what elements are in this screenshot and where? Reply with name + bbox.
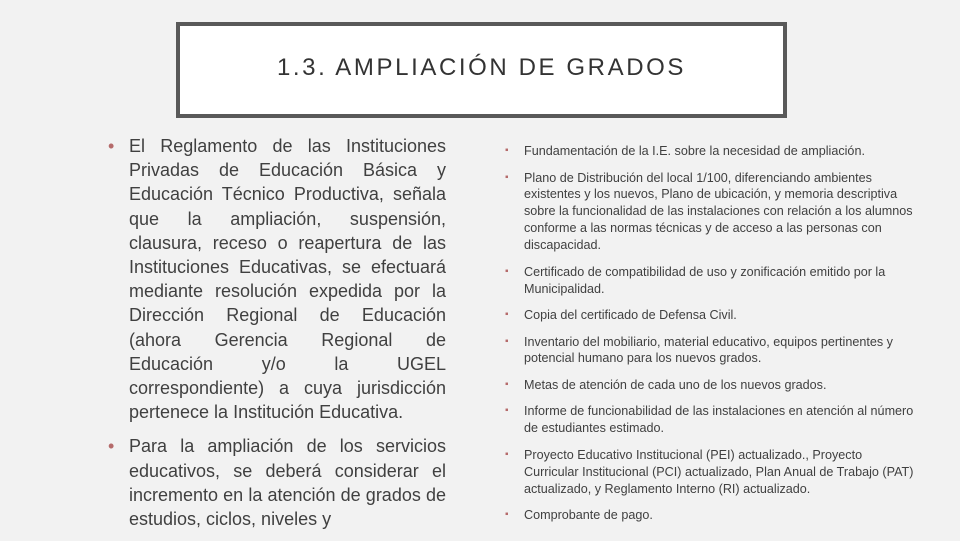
bullet-icon: ▪ (505, 509, 509, 521)
right-bullet (505, 377, 915, 394)
right-bullet (505, 143, 915, 160)
bullet-text: Certificado de compatibilidad de uso y zonificación emitido por la Municipalidad. (524, 264, 886, 296)
bullet-text: Copia del certificado de Defensa Civil. (524, 308, 737, 323)
bullet-icon: ▪ (505, 405, 509, 417)
left-bullet (108, 434, 446, 531)
right-bullet (505, 307, 915, 324)
bullet-icon: ▪ (505, 335, 509, 347)
right-bullet (505, 264, 915, 298)
right-bullet (505, 507, 915, 524)
left-bullet (108, 134, 446, 424)
right-bullet (505, 334, 915, 368)
right-column (505, 143, 915, 534)
left-column (108, 134, 446, 541)
bullet-icon: • (108, 436, 115, 457)
right-bullet (505, 447, 915, 498)
bullet-text: Proyecto Educativo Institucional (PEI) actualizado., Proyecto Curricular Institucional (PCI) actualizado, Plan Anual de Trabajo (PAT) actualizado, y Reglamento Interno (RI) actualizado. (524, 447, 914, 496)
right-bullet (505, 403, 915, 437)
bullet-text: Plano de Distribución del local 1/100, diferenciando ambientes existentes y los nuevos, Plano de ubicación, y memoria descriptiva sobre la funcionalidad de las instalaciones con relación a los alumnos conforme a las normas técnicas y de acceso a las personas con discapacidad. (524, 170, 913, 253)
bullet-text: Informe de funcionabilidad de las instalaciones en atención al número de estudiantes estimado. (524, 404, 914, 436)
bullet-icon: • (108, 136, 115, 156)
bullet-text: Metas de atención de cada uno de los nuevos grados. (524, 377, 827, 392)
bullet-text: Comprobante de pago. (524, 508, 653, 523)
bullet-text: Fundamentación de la I.E. sobre la necesidad de ampliación. (524, 144, 865, 158)
right-bullet (505, 170, 915, 255)
title-box (176, 22, 787, 118)
bullet-text: El Reglamento de las Instituciones Privadas de Educación Básica y Educación Técnico Productiva, señala que la ampliación, suspensión, clausura, receso o reapertura de las Instituciones Educativas, se efectuará mediante resolución expedida por la Dirección Regional de Educación (ahora Gerencia Regional de Educación y/o la UGEL correspondiente) a cuya jurisdicción pertenece la Institución Educativa. (129, 136, 446, 423)
bullet-text: Inventario del mobiliario, material educativo, equipos pertinentes y potencial humano para los nuevos grados. (524, 334, 893, 366)
bullet-icon: ▪ (505, 448, 509, 460)
bullet-icon: ▪ (505, 171, 509, 183)
bullet-icon: ▪ (505, 378, 509, 390)
bullet-icon: ▪ (505, 145, 509, 156)
bullet-icon: ▪ (505, 265, 509, 277)
bullet-text: Para la ampliación de los servicios educativos, se deberá considerar el incremento en la atención de grados de estudios, ciclos, niveles y (129, 436, 446, 530)
slide-title: 1.3. AMPLIACIÓN DE GRADOS (276, 54, 687, 81)
bullet-icon: ▪ (505, 309, 509, 321)
